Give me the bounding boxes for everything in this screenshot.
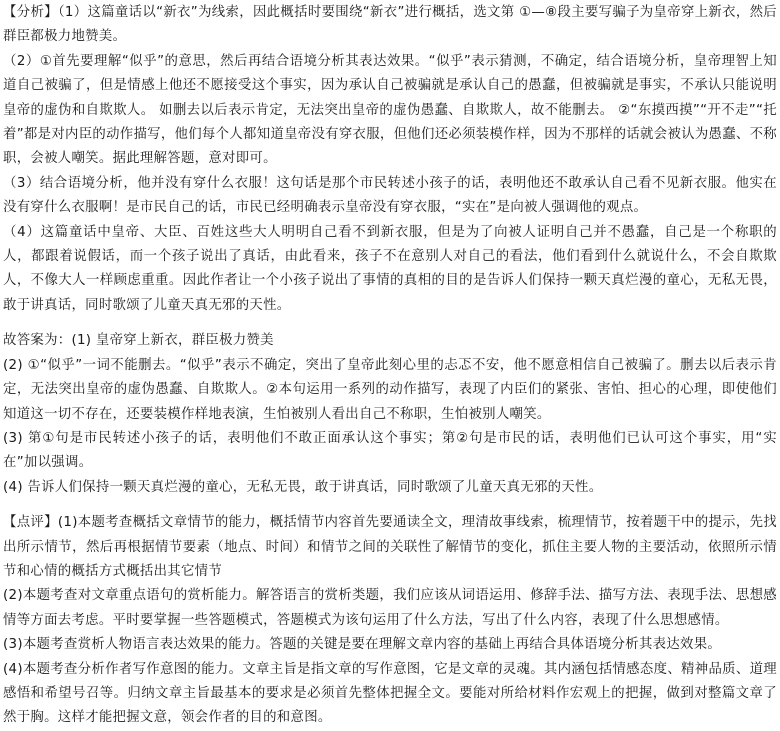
- comment-paragraph-2: (2)本题考查对文章重点语句的赏析能力。解答语言的赏析类题，我们应该从词语运用、修辞手法、描写方法、表现手法、思想感情等方面去考虑。平时要掌握一些答题模式，答题模式为该句运用了什么方法，写出了什么内容，表现了什么思想感情。: [3, 588, 777, 628]
- comment-paragraph-1: [3, 511, 777, 584]
- analysis-text-1: （1）这篇童话以“新衣”为线索，因此概括时要围绕“新衣”进行概括，选文第 ①—⑧段主要写骗子为皇帝穿上新衣，然后群臣都极力地赞美。: [3, 5, 777, 45]
- section-spacer: [3, 500, 777, 511]
- answer-paragraph-1: 故答案为：(1) 皇帝穿上新衣，群臣极力赞美: [3, 333, 274, 349]
- analysis-paragraph-3: （3）结合语境分析，他并没有穿什么衣服！这句话是那个市民转述小孩子的话，表明他还不敢承认自己看不见新衣服。他实在没有穿什么衣服啊！是市民自己的话，市民已经明确表示皇帝没有穿衣服，“实在”是向被人强调他的观点。: [3, 175, 777, 216]
- answer-paragraph-3: (3) 第①句是市民转述小孩子的话，表明他们不敢正面承认这个事实；第②句是市民的话，表明他们已认可这个事实，用“实在”加以强调。: [3, 430, 777, 471]
- analysis-paragraph-1: [3, 1, 777, 50]
- analysis-tag: 【分析】: [3, 5, 58, 20]
- answer-paragraph-4: (4) 告诉人们保持一颗天真烂漫的童心，无私无畏，敢于讲真话，同时歌颂了儿童天真无邪的天性。: [3, 479, 603, 495]
- comment-tag: 【点评】: [3, 515, 58, 531]
- comment-text-1: (1)本题考查概括文章情节的能力，概括情节内容首先要通读全文，理清故事线索，梳理情节，按着题干中的提示，先找出所示情节，然后再根据情节要素（地点、时间）和情节之间的关联性了解情节的变化，抓住主要人物的主要活动，依照所示情节和心情的概括方式概括出其它情节: [3, 515, 778, 579]
- comment-paragraph-4: (4)本题考查分析作者写作意图的能力。文章主旨是指文章的写作意图，它是文章的灵魂。其内涵包括情感态度、精神品质、道理感悟和希望号召等。归纳文章主旨最基本的要求是必须首先整体把握全文。要能对所给材料作宏观上的把握，做到对整篇文章了然于胸。这样才能把握文意，领会作者的目的和意图。: [3, 661, 777, 726]
- analysis-section: [3, 1, 777, 318]
- answer-paragraph-2: (2) ①“似乎”一词不能删去。“似乎”表示不确定，突出了皇帝此刻心里的忐忑不安，他不愿意相信自己被骗了。删去以后表示肯定，无法突出皇帝的虚伪愚蠢、自欺欺人。②本句运用一系列的动作描写，表现了内臣们的紧张、害怕、担心的心理，即使他们知道这一切不存在，还要装模作样地表演，生怕被别人看出自己不称职，生怕被别人嘲笑。: [3, 357, 777, 422]
- comment-section: [3, 511, 777, 731]
- section-spacer: [3, 318, 777, 329]
- analysis-paragraph-2: （2）①首先要理解“似乎”的意思，然后再结合语境分析其表达效果。“似乎”表示猜测，不确定，结合语境分析，皇帝理智上知道自己被骗了，但是情感上他还不愿接受这个事实，因为承认自己被骗就是承认自己的愚蠢，但被骗就是事实，不承认只能说明皇帝的虚伪和自欺欺人。 如删去以后表示肯定，无法突出皇帝的虚伪愚蠢、自欺欺人，故不能删去。 ②“东摸西摸”“开不走”“托着”都是对内臣的动作描写，他们每个人都知道皇帝没有穿衣服，但他们还必须装模作样，因为不那样的话就会被认为愚蠢、不称职，会被人嘲笑。据此理解答题，意对即可。: [3, 53, 777, 167]
- answer-section: [3, 329, 777, 500]
- comment-paragraph-3: (3)本题考查赏析人物语言表达效果的能力。答题的关键是要在理解文章内容的基础上再结合具体语境分析其表达效果。: [3, 637, 722, 653]
- analysis-paragraph-4: （4）这篇童话中皇帝、大臣、百姓这些大人明明自己看不到新衣服，但是为了向被人证明自己并不愚蠢，自己是一个称职的人，都跟着说假话，而一个孩子说出了真话，由此看来，孩子不在意别人对自己的看法，他们看到什么就说什么，不会自欺欺人，不像大人一样顾虑重重。因此作者让一个小孩子说出了事情的真相的目的是告诉人们保持一颗天真烂漫的童心，无私无畏，敢于讲真话，同时歌颂了儿童天真无邪的天性。: [3, 224, 777, 313]
